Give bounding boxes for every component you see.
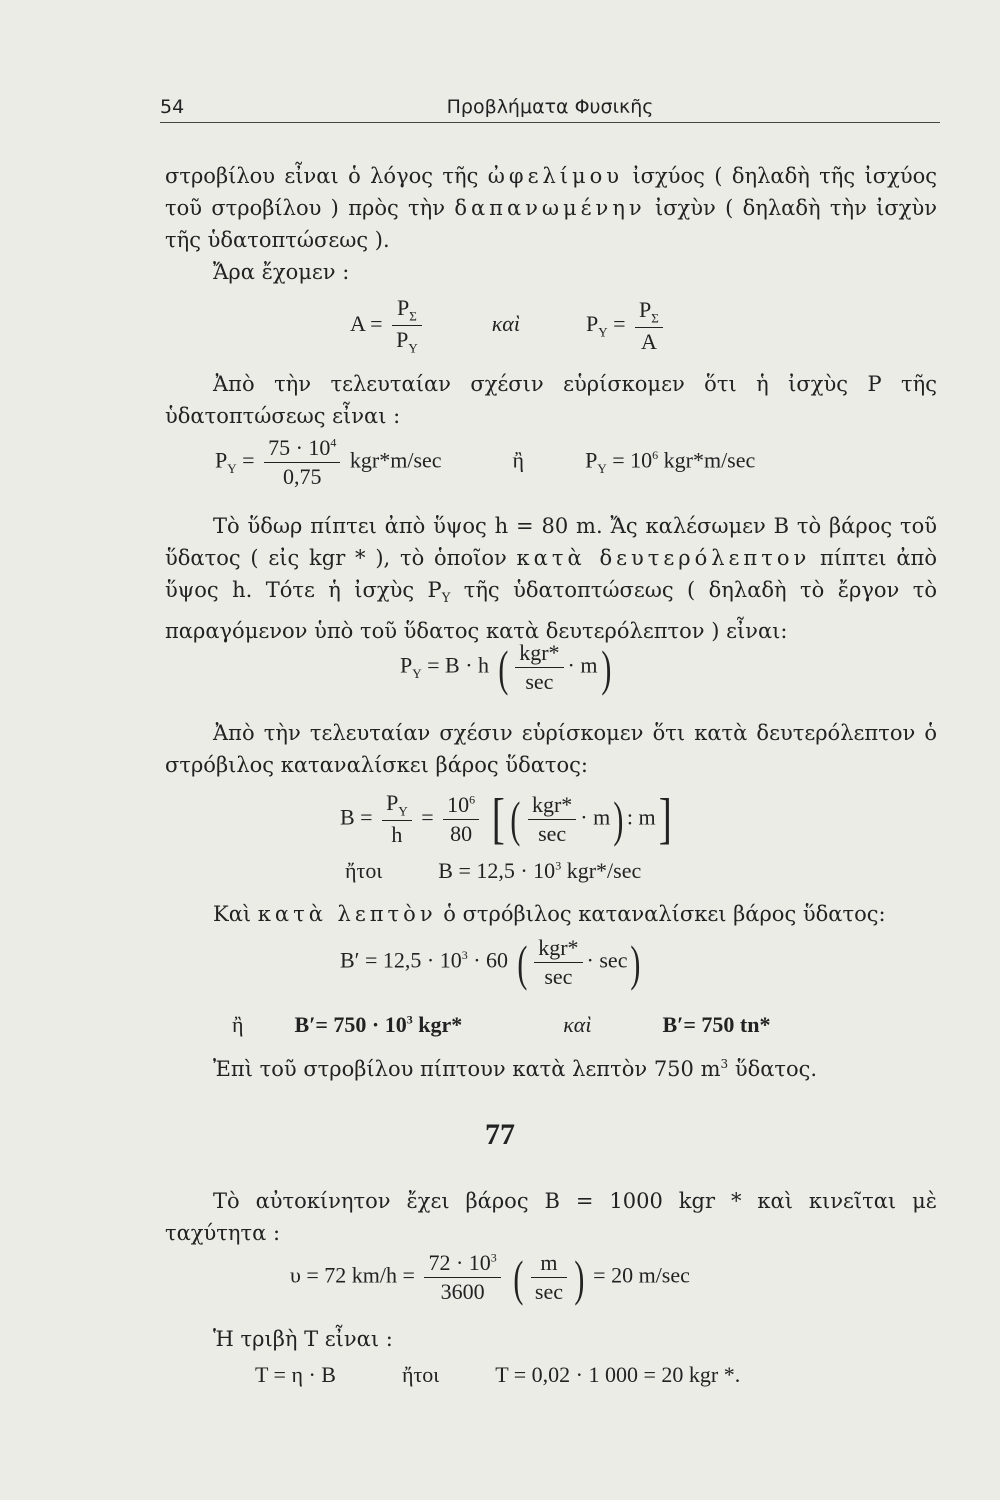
text: ἰσχύος ( δηλαδὴ τῆς ἰσχύος τοῦ στροβίλου ) πρὸς τὴν [165,164,937,220]
conjunction: ἤτοι [345,858,383,883]
emphasis-text: κατὰ δευτερόλεπτον [516,546,811,570]
paragraph-water-falls: Τὸ ὕδωρ πίπτει ἀπὸ ὕψος h = 80 m. Ἄς καλέσωμεν B τὸ βάρος τοῦ ὕδατος ( εἰς kgr * ), τὸ ὁποῖον κατὰ δευτερόλεπτον πίπτει ἀπὸ ὕψος h. Τότε ἡ ἰσχὺς $P_\Upsilon$ τῆς ὑδατοπτώσεως ( δηλαδὴ τὸ ἔργον τὸ παραγόμενον ὑπὸ τοῦ ὕδατος κατὰ δευτερόλεπτον ) εἶναι: [165,514,938,644]
paragraph-car: Τὸ αὐτοκίνητον ἔχει βάρος B = 1000 kgr * καὶ κινεῖται μὲ ταχύτητα : [165,1189,937,1245]
paragraph-conclusion: Ἐπὶ τοῦ στροβίλου πίπτουν κατὰ λεπτὸν 750 $m^3$ ὕδατος. [213,1057,818,1081]
equation-weight-result: ἤτοι $B = 12,5 \cdot 10^3$ kgr*/sec [345,858,642,883]
fraction: $\frac{75 \cdot 10^4}{0,75}$ [264,435,340,490]
eq-lhs2: P [585,310,599,336]
fraction: $\frac{P_\Upsilon}{h}$ [382,790,412,848]
equation-friction: T = η · B ἤτοι T = 0,02 · 1 000 = 20 kgr *. [255,1362,741,1387]
paragraph-efficiency [165,160,937,256]
fraction: $\frac{P_\Sigma}{A}$ [635,297,663,355]
equation-weight-per-second: B = $\frac{P_\Upsilon}{h}$ = $\frac{10^6}{80}$ [ ( $\frac{\text{kgr*}}{\sec}$ · m) : m] [340,788,672,851]
equation-weight-per-minute: $B' = 12,5 \cdot 10^3 \cdot 60$ ( $\frac{\text{kgr*}}{\sec}$ · sec) [340,934,641,991]
paragraph-friction: Ἡ τριβὴ T εἶναι : [213,1327,393,1351]
fraction: $\frac{m}{\sec}$ [531,1250,567,1305]
equation-power: $P_\Upsilon$ = $\frac{75 \cdot 10^4}{0,75}$ kgr*m/sec ἢ $P_\Upsilon = 10^6$ kgr*m/sec [215,435,756,489]
conjunction: καὶ [491,310,520,336]
problem-number: 77 [485,1118,515,1151]
equation-speed: υ = 72 km/h = $\frac{72 \cdot 10^3}{3600}$ ( $\frac{m}{\sec}$ ) = 20 m/sec [290,1249,690,1306]
page-header [160,92,940,123]
conjunction: καὶ [563,1012,592,1037]
unit: kgr*m/sec [349,447,442,473]
emphasis-text: δαπανωμένην [454,196,646,220]
fraction: $\frac{\text{kgr*}}{\sec}$ [528,792,576,847]
fraction: $\frac{10^6}{80}$ [443,792,479,847]
conjunction: ἢ [232,1012,244,1037]
paragraph-consumes-per-second: Ἀπὸ τὴν τελευταίαν σχέσιν εὑρίσκομεν ὅτι κατὰ δευτερόλεπτον ὁ στρόβιλος καταναλίσκει βάρος ὕδατος: [165,721,937,777]
unit: kgr*/sec [566,858,642,883]
fraction: $\frac{P_\Sigma}{P_\Upsilon}$ [392,295,422,357]
eq-lhs: A = [350,310,383,336]
unit: kgr*m/sec [663,447,756,473]
fraction: $\frac{\text{kgr*}}{\sec}$ [515,640,563,695]
equation-water-power: $P_\Upsilon = B \cdot h$ ( $\frac{\text{kgr*}}{\sec}$ · m) [400,639,611,696]
fraction: $\frac{72 \cdot 10^3}{3600}$ [424,1250,500,1305]
emphasis-text: ὠφελίμου [487,164,624,188]
running-title: Προβλήματα Φυσικῆς [446,96,654,118]
paragraph-per-minute: Καὶ κατὰ λεπτὸν ὁ στρόβιλος καταναλίσκει βάρος ὕδατος: [213,902,886,926]
conjunction: ἢ [512,447,525,473]
paragraph-last-relation: Ἀπὸ τὴν τελευταίαν σχέσιν εὑρίσκομεν ὅτι ἡ ἰσχὺς P τῆς ὑδατοπτώσεως εἶναι : [165,372,937,428]
conjunction: ἤτοι [401,1362,440,1387]
text: ἰσχὺν ( δηλαδὴ τὴν ἰσχὺν τῆς ὑδατοπτώσεως ). [165,196,937,252]
page-number: 54 [160,96,185,118]
paragraph-therefore: Ἄρα ἔχομεν : [213,260,350,284]
equation-efficiency: A = $\frac{P_\Sigma}{P_\Upsilon}$ καὶ $P_\Upsilon$ = $\frac{P_\Sigma}{A}$ [350,295,667,357]
equation-minute-result: ἢ $B'= 750 \cdot 10^3$ kgr* καὶ B′= 750 tn* [232,1012,771,1037]
fraction: $\frac{\text{kgr*}}{\sec}$ [534,935,582,990]
emphasis-text: κατὰ λεπτὸν [257,902,437,926]
text: στροβίλου εἶναι ὁ λόγος τῆς [165,164,488,188]
